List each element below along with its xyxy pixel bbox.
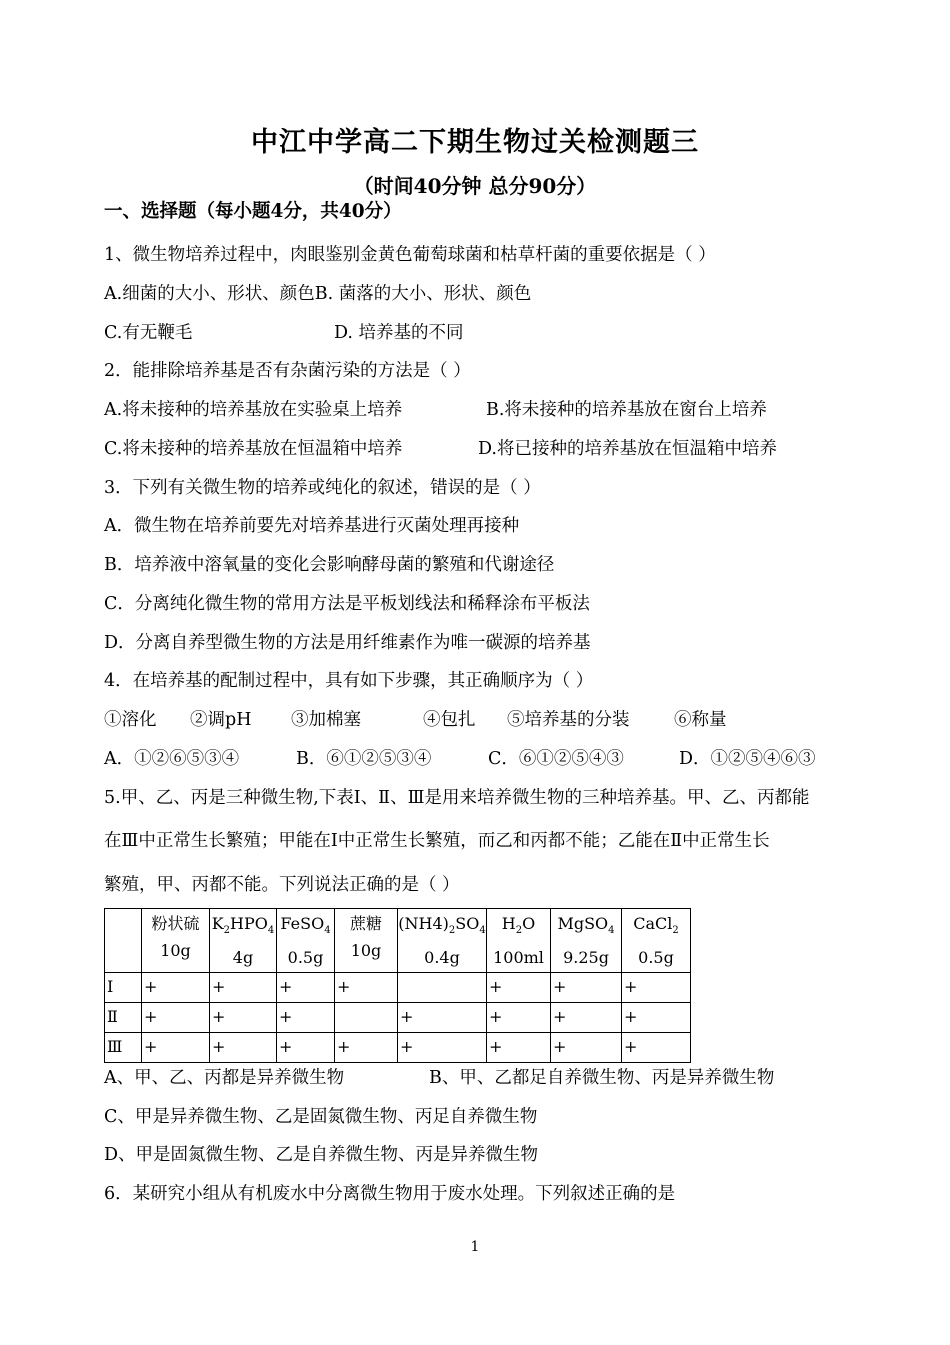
q5-option-c: C、甲是异养微生物、乙是固氮微生物、丙足自养微生物	[104, 1107, 538, 1127]
q3-stem: 3．下列有关微生物的培养或纯化的叙述，错误的是（ ）	[104, 478, 541, 498]
table-cell: +	[210, 1003, 277, 1033]
page-number: 1	[470, 1239, 480, 1255]
section-heading: 一、选择题（每小题4分，共40分）	[104, 201, 402, 222]
q1-options-row1	[104, 282, 531, 306]
q2-option-b: B.将未接种的培养基放在窗台上培养	[486, 400, 767, 420]
column-header: FeSO$_4$ 0.5g	[277, 909, 335, 973]
q1-option-c: C.有无鞭毛	[104, 323, 193, 343]
column-header: CaCl$_2$ 0.5g	[622, 909, 691, 973]
q5-option-d: D、甲是固氮微生物、乙是自养微生物、丙是异养微生物	[104, 1145, 539, 1165]
q1-stem: 1、微生物培养过程中，肉眼鉴别金黄色葡萄球菌和枯草杆菌的重要依据是（ ）	[104, 245, 716, 265]
table-cell	[398, 973, 487, 1003]
q5-options-row1	[104, 1066, 774, 1090]
row-label: Ⅲ	[105, 1033, 142, 1063]
table-cell: +	[335, 973, 398, 1003]
table-cell: +	[142, 1003, 210, 1033]
table-cell: +	[210, 973, 277, 1003]
column-header: $K_2HPO_4$ 4g	[210, 909, 277, 973]
q5-option-a: A、甲、乙、丙都是异养微生物	[104, 1068, 345, 1088]
q3-option-b: B．培养液中溶氧量的变化会影响酵母菌的繁殖和代谢途径	[104, 555, 555, 575]
table-cell: +	[551, 1033, 622, 1063]
q5-stem-line1: 5.甲、乙、丙是三种微生物,下表Ⅰ、Ⅱ、Ⅲ是用来培养微生物的三种培养基。甲、乙、丙都能	[104, 788, 810, 808]
table-cell: +	[142, 1033, 210, 1063]
table-cell: +	[622, 1003, 691, 1033]
q1-option-d: D. 培养基的不同	[334, 323, 464, 343]
q4-step: ⑥称量	[674, 710, 727, 730]
table-cell: +	[277, 973, 335, 1003]
q4-step: ②调pH	[190, 710, 252, 730]
table-cell: +	[398, 1033, 487, 1063]
q2-option-d: D.将已接种的培养基放在恒温箱中培养	[478, 439, 777, 459]
q6-stem: 6．某研究小组从有机废水中分离微生物用于废水处理。下列叙述正确的是	[104, 1184, 676, 1204]
column-header: $H_2O$ 100ml	[487, 909, 551, 973]
table-cell: +	[487, 1033, 551, 1063]
q4-stem: 4．在培养基的配制过程中，具有如下步骤，其正确顺序为（ ）	[104, 671, 594, 691]
table-row	[105, 973, 691, 1003]
table-cell: +	[277, 1033, 335, 1063]
q3-option-a: A．微生物在培养前要先对培养基进行灭菌处理再接种	[104, 516, 520, 536]
column-header: MgSO$_4$ 9.25g	[551, 909, 622, 973]
table-cell: +	[335, 1033, 398, 1063]
row-label: Ⅱ	[105, 1003, 142, 1033]
q2-options-row1	[104, 398, 767, 422]
table-row	[105, 1033, 691, 1063]
table-cell: +	[277, 1003, 335, 1033]
q5-stem-line3: 繁殖，甲、丙都不能。下列说法正确的是（ ）	[104, 875, 460, 895]
page-title: 中江中学高二下期生物过关检测题三	[251, 127, 699, 158]
q4-steps	[104, 708, 727, 732]
q4-options	[104, 747, 816, 771]
q1-option-a: A.细菌的大小、形状、颜色	[104, 284, 315, 304]
column-header: $(NH4)_2SO_4$ 0.4g	[398, 909, 487, 973]
table-cell: +	[551, 1003, 622, 1033]
q4-step: ③加棉塞	[291, 710, 361, 730]
q4-option-a: A．①②⑥⑤③④	[104, 749, 240, 769]
q5-stem-line2: 在Ⅲ中正常生长繁殖；甲能在Ⅰ中正常生长繁殖，而乙和丙都不能；乙能在Ⅱ中正常生长	[104, 831, 770, 851]
q4-step: ⑤培养基的分装	[507, 710, 630, 730]
table-cell: +	[622, 973, 691, 1003]
column-header: 蔗糖 10g	[335, 909, 398, 973]
q4-step: ④包扎	[423, 710, 476, 730]
q3-option-d: D．分离自养型微生物的方法是用纤维素作为唯一碳源的培养基	[104, 633, 591, 653]
q4-option-c: C．⑥①②⑤④③	[488, 749, 624, 769]
q4-option-b: B．⑥①②⑤③④	[296, 749, 432, 769]
q1-options-row2	[104, 321, 464, 345]
q2-option-a: A.将未接种的培养基放在实验桌上培养	[104, 400, 403, 420]
row-label: Ⅰ	[105, 973, 142, 1003]
q3-option-c: C．分离纯化微生物的常用方法是平板划线法和稀释涂布平板法	[104, 594, 590, 614]
q2-options-row2	[104, 437, 777, 461]
table-header-row	[105, 909, 691, 973]
culture-medium-table	[104, 908, 691, 1063]
q2-stem: 2．能排除培养基是否有杂菌污染的方法是（ ）	[104, 361, 471, 381]
q2-option-c: C.将未接种的培养基放在恒温箱中培养	[104, 439, 403, 459]
table-cell: +	[142, 973, 210, 1003]
table-cell: +	[551, 973, 622, 1003]
exam-info: （时间40分钟 总分90分）	[353, 174, 597, 198]
table-corner-cell	[105, 909, 142, 973]
q4-option-d: D．①②⑤④⑥③	[679, 749, 816, 769]
q1-option-b: B. 菌落的大小、形状、颜色	[314, 284, 532, 304]
table-row	[105, 1003, 691, 1033]
table-cell: +	[210, 1033, 277, 1063]
table-cell: +	[622, 1033, 691, 1063]
table-cell: +	[398, 1003, 487, 1033]
column-header: 粉状硫 10g	[142, 909, 210, 973]
table-cell	[335, 1003, 398, 1033]
q5-option-b: B、甲、乙都足自养微生物、丙是异养微生物	[429, 1068, 775, 1088]
q4-step: ①溶化	[104, 710, 157, 730]
table-cell: +	[487, 973, 551, 1003]
table-cell: +	[487, 1003, 551, 1033]
